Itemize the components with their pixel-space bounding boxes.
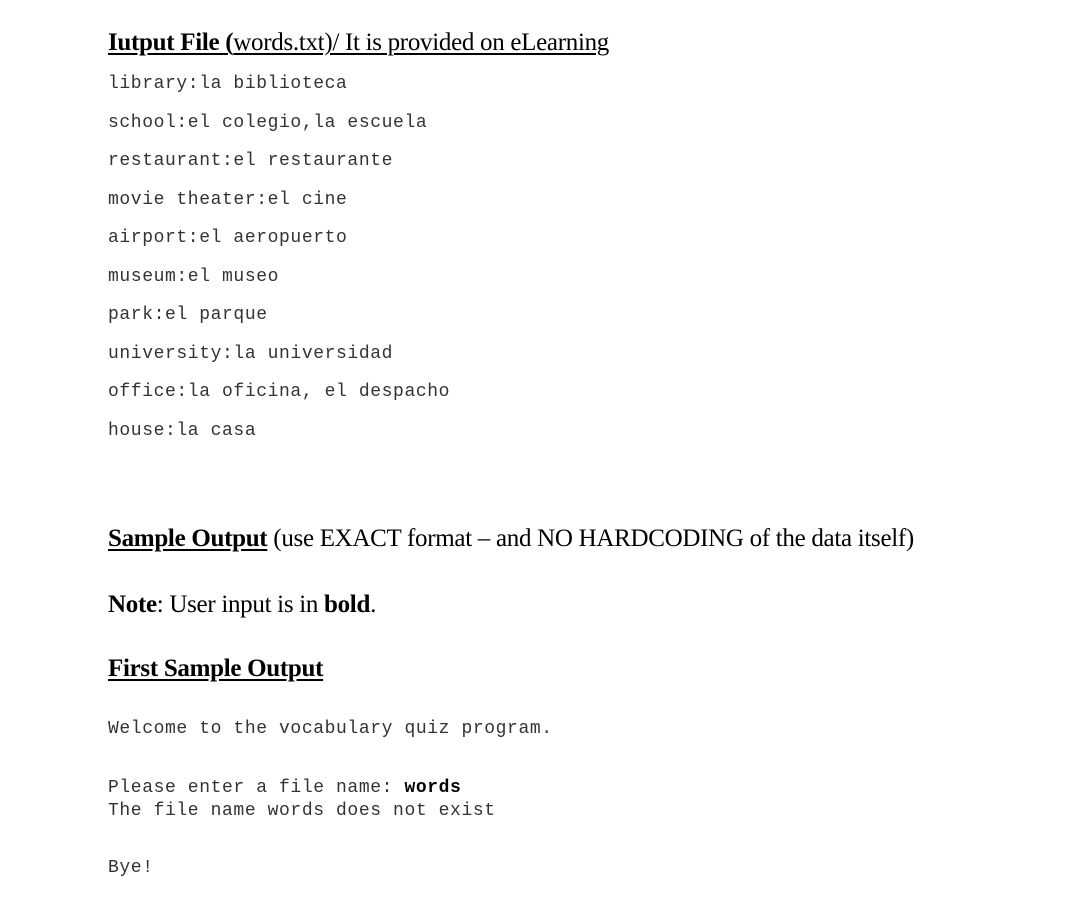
console-bye: Bye! xyxy=(108,858,154,878)
sample-output-heading xyxy=(108,525,914,553)
console-error: The file name words does not exist xyxy=(108,801,496,821)
sample-output-subtitle: (use EXACT format – and NO HARDCODING of the data itself) xyxy=(273,525,914,552)
first-sample-title: First Sample Output xyxy=(108,655,324,682)
console-prompt: Please enter a file name: xyxy=(108,778,405,798)
word-line: office:la oficina, el despacho xyxy=(108,382,451,402)
note-text-before: : User input is in xyxy=(156,591,324,618)
word-line: airport:el aeropuerto xyxy=(108,228,348,248)
word-line: restaurant:el restaurante xyxy=(108,151,394,171)
note-text-after: . xyxy=(370,591,377,618)
word-line: university:la universidad xyxy=(108,343,394,364)
note-bold-word: bold xyxy=(324,591,371,618)
console-user-input: words xyxy=(404,778,462,798)
note-label: Note xyxy=(108,591,157,618)
word-line: park:el parque xyxy=(108,305,268,325)
console-prompt-line xyxy=(108,777,461,799)
input-file-heading xyxy=(108,29,609,57)
note-line xyxy=(108,591,376,619)
input-file-heading-bold: Iutput File ( xyxy=(108,29,234,56)
words-file-contents xyxy=(108,70,450,455)
console-welcome: Welcome to the vocabulary quiz program. xyxy=(108,719,553,739)
word-line: library:la biblioteca xyxy=(108,74,348,94)
word-line: house:la casa xyxy=(108,420,257,441)
input-file-heading-rest: words.txt)/ It is provided on eLearning xyxy=(233,29,609,56)
word-line: movie theater:el cine xyxy=(108,189,348,210)
word-line: museum:el museo xyxy=(108,266,280,287)
sample-output-title: Sample Output xyxy=(108,525,268,552)
first-sample-heading xyxy=(108,655,323,683)
word-line: school:el colegio,la escuela xyxy=(108,112,428,133)
